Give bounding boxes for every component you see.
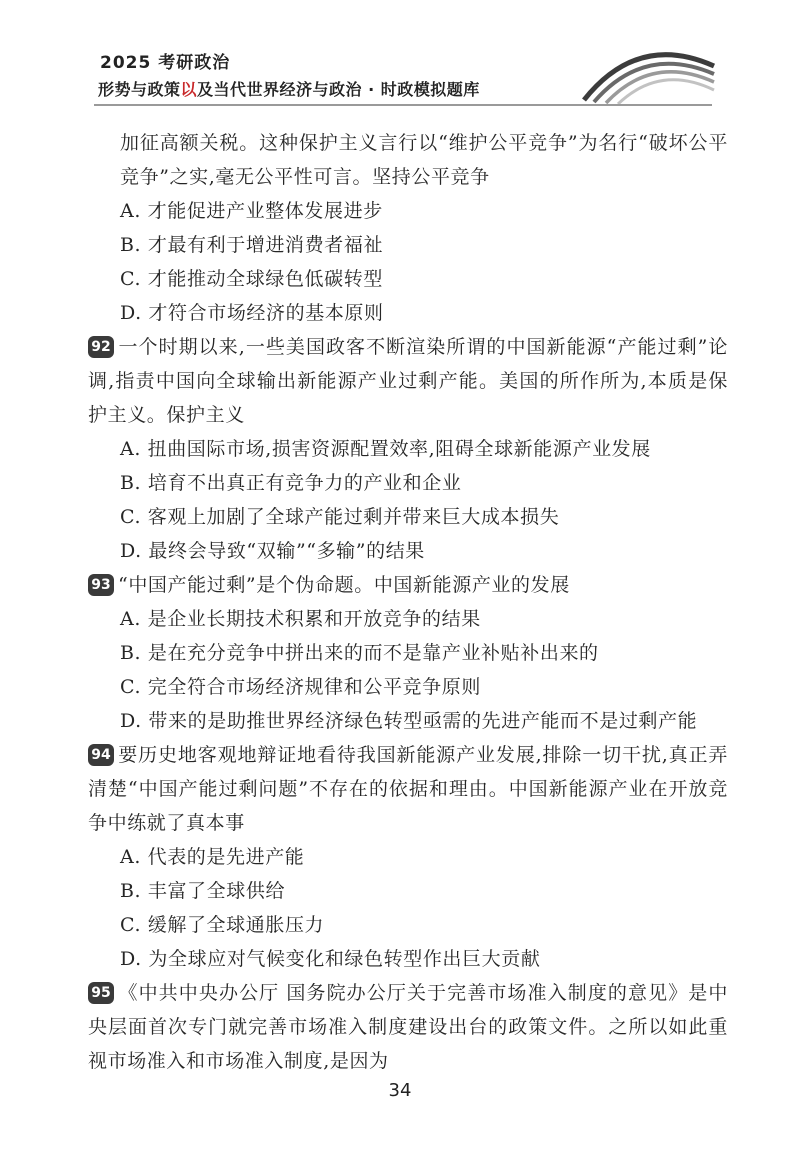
question-text: 《中共中央办公厅 国务院办公厅关于完善市场准入制度的意见》是中央层面首次专门就完善市场准入制度建设出台的政策文件。之所以如此重视市场准入和市场准入制度,是因为: [88, 982, 728, 1072]
option-b: B. 丰富了全球供给: [120, 880, 286, 902]
question-93: [88, 568, 728, 738]
question-stem: [88, 738, 728, 840]
option-d: D. 为全球应对气候变化和绿色转型作出巨大贡献: [120, 948, 541, 970]
question-92: [88, 330, 728, 568]
question-stem: [88, 330, 728, 432]
option-d: D. 最终会导致“双输”“多输”的结果: [120, 540, 425, 562]
question-95: [88, 976, 728, 1078]
question-number-badge: 92: [88, 336, 114, 358]
option-c: C. 才能推动全球绿色低碳转型: [120, 268, 383, 290]
page-number: 34: [388, 1080, 412, 1101]
page-header: [0, 0, 800, 112]
decorative-arc-icon: [578, 38, 718, 106]
option-b: B. 才最有利于增进消费者福祉: [120, 234, 384, 256]
question-stem: [88, 568, 728, 602]
option-c: C. 缓解了全球通胀压力: [120, 914, 325, 936]
subtitle-part2: 及当代世界经济与政治 · 时政模拟题库: [197, 80, 480, 99]
book-subtitle: [98, 77, 480, 100]
question-text: 一个时期以来,一些美国政客不断渲染所谓的中国新能源“产能过剩”论调,指责中国向全球输出新能源产业过剩产能。美国的所作所为,本质是保护主义。保护主义: [88, 336, 728, 426]
option-a: A. 代表的是先进产能: [120, 846, 305, 868]
option-b: B. 培育不出真正有竞争力的产业和企业: [120, 472, 462, 494]
book-title: 2025 考研政治: [100, 53, 231, 73]
question-text: 要历史地客观地辩证地看待我国新能源产业发展,排除一切干扰,真正弄清楚“中国产能过剩问题”不存在的依据和理由。中国新能源产业在开放竞争中练就了真本事: [88, 744, 728, 834]
option-a: A. 才能促进产业整体发展进步: [120, 200, 383, 222]
option-a: A. 是企业长期技术积累和开放竞争的结果: [120, 608, 481, 630]
option-c: C. 客观上加剧了全球产能过剩并带来巨大成本损失: [120, 506, 560, 528]
option-d: D. 才符合市场经济的基本原则: [120, 302, 384, 324]
continued-question: [88, 126, 728, 330]
option-a: A. 扭曲国际市场,损害资源配置效率,阻碍全球新能源产业发展: [120, 438, 651, 460]
option-c: C. 完全符合市场经济规律和公平竞争原则: [120, 676, 481, 698]
question-text: “中国产能过剩”是个伪命题。中国新能源产业的发展: [118, 574, 570, 596]
option-d: D. 带来的是助推世界经济绿色转型亟需的先进产能而不是过剩产能: [120, 710, 698, 732]
question-number-badge: 94: [88, 744, 114, 766]
question-stem: [88, 976, 728, 1078]
subtitle-red-char: 以: [180, 80, 198, 99]
question-94: [88, 738, 728, 976]
subtitle-part1: 形势与政策: [98, 80, 181, 99]
question-stem: 加征高额关税。这种保护主义言行以“维护公平竞争”为名行“破坏公平竞争”之实,毫无公平性可言。坚持公平竞争: [120, 132, 728, 188]
header-divider: [94, 104, 712, 106]
question-number-badge: 93: [88, 574, 114, 596]
question-number-badge: 95: [88, 982, 114, 1004]
option-b: B. 是在充分竞争中拼出来的而不是靠产业补贴补出来的: [120, 642, 599, 664]
page-content: [88, 126, 728, 1078]
